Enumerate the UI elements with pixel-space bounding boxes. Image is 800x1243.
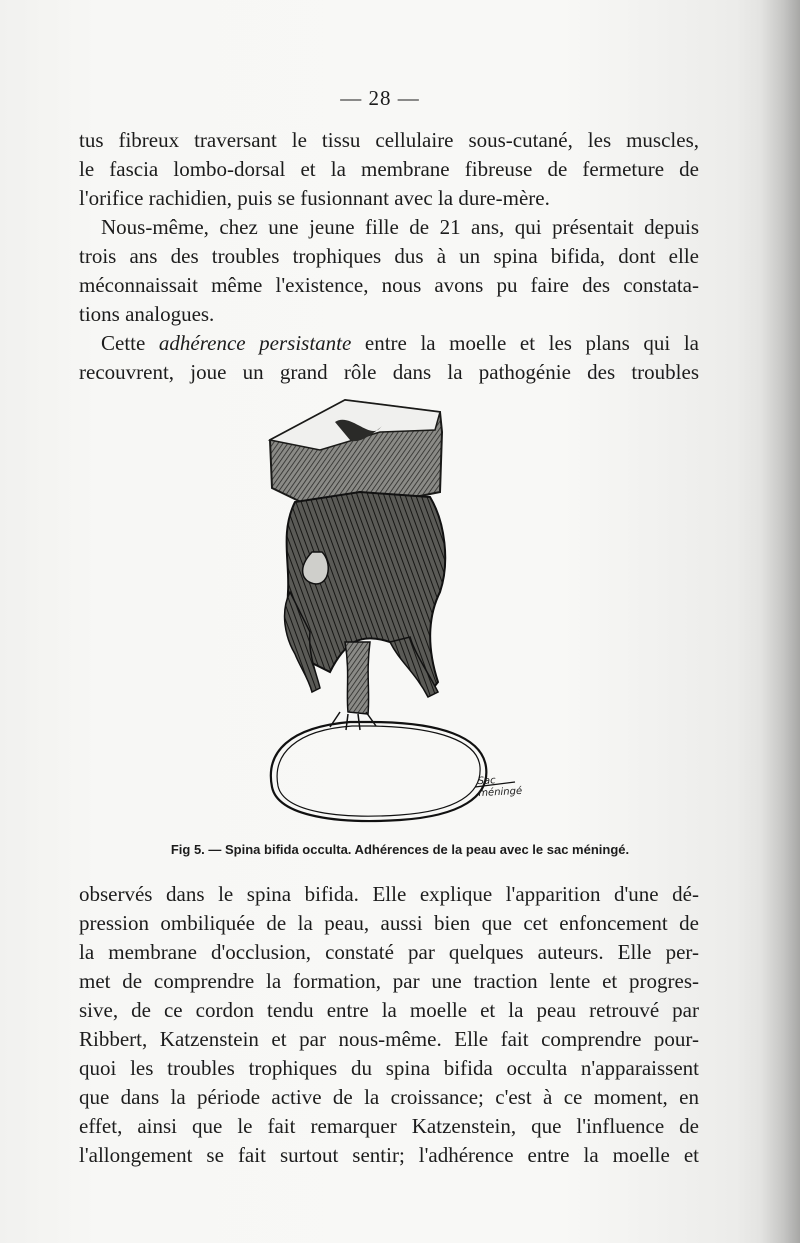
sac-meninge-label <box>477 774 522 800</box>
text-line: que dans la période active de la croissance; c'est à ce moment, en <box>79 1085 699 1109</box>
label-line: méningé <box>478 785 523 800</box>
text-line: l'allongement se fait surtout sentir; l'adhérence entre la moelle et <box>79 1143 699 1167</box>
text-line: effet, ainsi que le fait remarquer Katzenstein, que l'influence de <box>79 1114 699 1138</box>
text-line: le fascia lombo-dorsal et la membrane fibreuse de fermeture de <box>79 157 699 181</box>
text-line: tions analogues. <box>79 302 215 326</box>
top-text-block <box>79 126 699 387</box>
text-line: Ribbert, Katzenstein et par nous-même. Elle fait comprendre pour- <box>79 1027 699 1051</box>
text-line: met de comprendre la formation, par une traction lente et progres- <box>79 969 699 993</box>
paragraph <box>79 329 699 387</box>
text-line: quoi les troubles trophiques du spina bifida occulta n'apparaissent <box>79 1056 699 1080</box>
paragraph <box>79 880 699 1170</box>
text-line: observés dans le spina bifida. Elle explique l'apparition d'une dé- <box>79 882 699 906</box>
italic-phrase: adhérence persistante <box>158 331 352 355</box>
page-gutter-shadow <box>760 0 800 1243</box>
text-line: trois ans des troubles trophiques dus à un spina bifida, dont elle <box>79 244 699 268</box>
spina-bifida-illustration <box>250 392 540 828</box>
figure-caption: Fig 5. — Spina bifida occulta. Adhérences de la peau avec le sac méningé. <box>170 842 630 857</box>
text-line: tus fibreux traversant le tissu cellulaire sous-cutané, les muscles, <box>79 128 699 152</box>
bottom-text-block <box>79 880 699 1170</box>
page-number: — 28 — <box>340 86 420 110</box>
meningeal-sac-outline <box>271 722 486 821</box>
text-line: la membrane d'occlusion, constaté par quelques auteurs. Elle per- <box>79 940 699 964</box>
text-line: Nous-même, chez une jeune fille de 21 ans, qui présentait depuis <box>101 215 699 239</box>
text-line: recouvrent, joue un grand rôle dans la pathogénie des troubles <box>79 360 699 384</box>
text-line: pression ombiliquée de la peau, aussi bien que cet enfoncement de <box>79 911 699 935</box>
text-line: sive, de ce cordon tendu entre la moelle et la peau retrouvé par <box>79 998 699 1022</box>
label-line: Sac <box>477 775 496 788</box>
paragraph <box>79 126 699 213</box>
text-line-with-italic: Cette adhérence persistante entre la moelle et les plans qui la <box>101 331 699 355</box>
paragraph <box>79 213 699 329</box>
text-line: l'orifice rachidien, puis se fusionnant avec la dure-mère. <box>79 186 550 210</box>
text-line: méconnaissait même l'existence, nous avons pu faire des constata- <box>79 273 699 297</box>
